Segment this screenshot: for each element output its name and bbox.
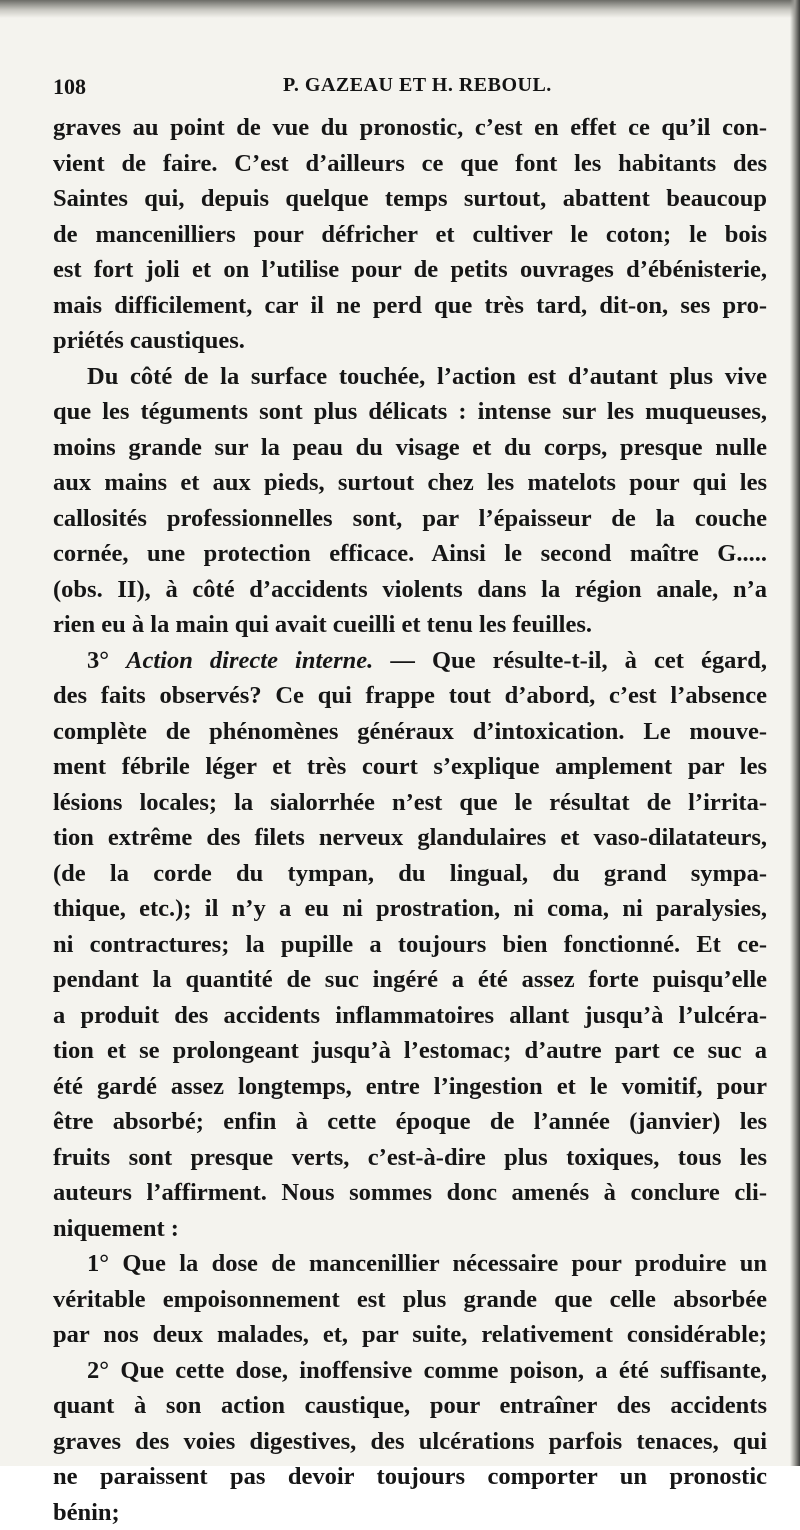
section-number: 3° [87,647,126,674]
text-line: graves au point de vue du pronostic, c’est en effet ce qu’il con- [53,110,767,146]
text-line: des faits observés? Ce qui frappe tout d’abord, c’est l’absence [53,678,767,714]
text-line: niquement : [53,1211,767,1247]
text-line: de mancenilliers pour défricher et cultiver le coton; le bois [53,217,767,253]
text-line: 2° Que cette dose, inoffensive comme poison, a été suffisante, [53,1353,767,1389]
text-line: véritable empoisonnement est plus grande que celle absorbée [53,1282,767,1318]
text-line: cornée, une protection efficace. Ainsi le second maître G..... [53,536,767,572]
page-right-shadow [790,0,800,1466]
text-line: tion extrême des filets nerveux glandulaires et vaso-dilatateurs, [53,820,767,856]
text-line: ment fébrile léger et très court s’explique amplement par les [53,749,767,785]
text-line: callosités professionnelles sont, par l’épaisseur de la couche [53,501,767,537]
body-text [53,110,767,1530]
text-line: est fort joli et on l’utilise pour de petits ouvrages d’ébénisterie, [53,252,767,288]
text-line: moins grande sur la peau du visage et du corps, presque nulle [53,430,767,466]
text-line: quant à son action caustique, pour entraîner des accidents [53,1388,767,1424]
text-line: 1° Que la dose de mancenillier nécessaire pour produire un [53,1246,767,1282]
text-line: ne paraissent pas devoir toujours comporter un pronostic [53,1459,767,1495]
text-line: tion et se prolongeant jusqu’à l’estomac; d’autre part ce suc a [53,1033,767,1069]
text-line: lésions locales; la sialorrhée n’est que le résultat de l’irrita- [53,785,767,821]
page-number: 108 [53,74,86,100]
text-line: aux mains et aux pieds, surtout chez les matelots pour qui les [53,465,767,501]
page-top-shadow [0,0,800,18]
text-line [53,643,767,679]
text-line: été gardé assez longtemps, entre l’ingestion et le vomitif, pour [53,1069,767,1105]
text-line: fruits sont presque verts, c’est-à-dire plus toxiques, tous les [53,1140,767,1176]
section-rest: — Que résulte-t-il, à cet égard, [373,647,767,674]
text-line: que les téguments sont plus délicats : intense sur les muqueuses, [53,394,767,430]
text-line: auteurs l’affirment. Nous sommes donc amenés à conclure cli- [53,1175,767,1211]
text-line: complète de phénomènes généraux d’intoxication. Le mouve- [53,714,767,750]
section-title: Action directe interne. [126,647,373,674]
running-head: P. GAZEAU ET H. REBOUL. [283,74,552,97]
text-line: thique, etc.); il n’y a eu ni prostration, ni coma, ni paralysies, [53,891,767,927]
text-line: (de la corde du tympan, du lingual, du grand sympa- [53,856,767,892]
text-line: Du côté de la surface touchée, l’action est d’autant plus vive [53,359,767,395]
text-line: priétés caustiques. [53,323,767,359]
text-line: rien eu à la main qui avait cueilli et tenu les feuilles. [53,607,767,643]
text-line: ni contractures; la pupille a toujours bien fonctionné. Et ce- [53,927,767,963]
text-line: graves des voies digestives, des ulcérations parfois tenaces, qui [53,1424,767,1460]
text-line: par nos deux malades, et, par suite, relativement considérable; [53,1317,767,1353]
text-line: être absorbé; enfin à cette époque de l’année (janvier) les [53,1104,767,1140]
text-line: bénin; [53,1495,767,1530]
text-line: (obs. II), à côté d’accidents violents dans la région anale, n’a [53,572,767,608]
text-line: pendant la quantité de suc ingéré a été assez forte puisqu’elle [53,962,767,998]
page-header [53,70,767,106]
text-line: mais difficilement, car il ne perd que très tard, dit-on, ses pro- [53,288,767,324]
text-line: Saintes qui, depuis quelque temps surtout, abattent beaucoup [53,181,767,217]
text-line: a produit des accidents inflammatoires allant jusqu’à l’ulcéra- [53,998,767,1034]
text-line: vient de faire. C’est d’ailleurs ce que font les habitants des [53,146,767,182]
